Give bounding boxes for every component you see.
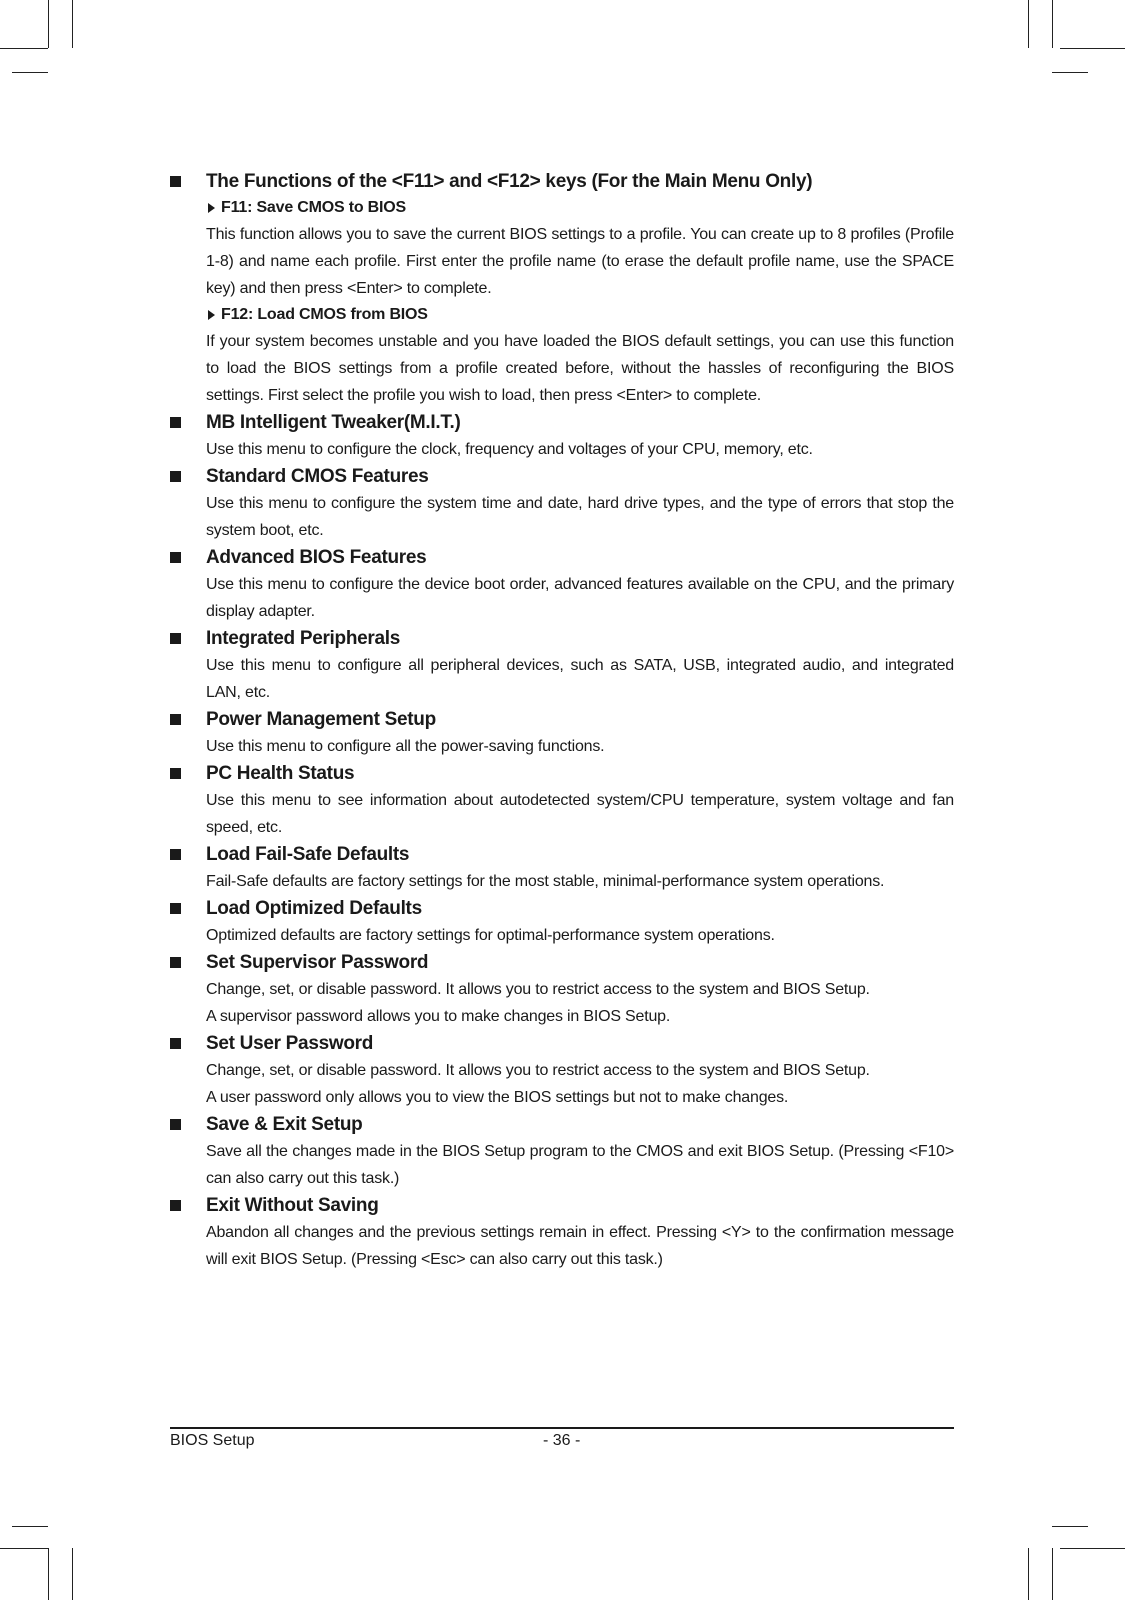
- section-save-exit: [170, 1111, 954, 1192]
- section-description: Abandon all changes and the previous settings remain in effect. Pressing <Y> to the confirmation message will exit BIOS Setup. (Pressing <Esc> can also carry out this task.): [206, 1224, 954, 1268]
- crop-mark: [0, 1548, 48, 1549]
- section-title: MB Intelligent Tweaker(M.I.T.): [206, 412, 461, 433]
- section-title: Integrated Peripherals: [206, 628, 401, 649]
- section-integrated-peripherals: [170, 625, 954, 706]
- crop-mark: [72, 1548, 73, 1600]
- crop-mark: [1052, 1526, 1088, 1527]
- section-mit: [170, 409, 954, 463]
- crop-mark: [1052, 72, 1088, 73]
- subsection-title-f11: [206, 195, 954, 221]
- section-pc-health: [170, 760, 954, 841]
- square-bullet-icon: [170, 1200, 181, 1211]
- crop-mark: [1028, 1548, 1029, 1600]
- section-title: Save & Exit Setup: [206, 1114, 363, 1135]
- section-function-keys: [170, 168, 954, 409]
- section-power-management: [170, 706, 954, 760]
- section-description: Use this menu to configure the clock, frequency and voltages of your CPU, memory, etc.: [206, 441, 813, 458]
- crop-mark: [1060, 1548, 1125, 1549]
- square-bullet-icon: [170, 471, 181, 482]
- crop-mark: [12, 72, 48, 73]
- section-fail-safe: [170, 841, 954, 895]
- subsection-title-text: F12: Load CMOS from BIOS: [221, 306, 428, 323]
- section-exit-without-saving: [170, 1192, 954, 1273]
- square-bullet-icon: [170, 849, 181, 860]
- section-title: Load Fail-Safe Defaults: [206, 844, 410, 865]
- section-description-note: A supervisor password allows you to make changes in BIOS Setup.: [206, 1008, 671, 1025]
- crop-mark: [48, 0, 49, 48]
- section-description: Fail-Safe defaults are factory settings for the most stable, minimal-performance system operations.: [206, 873, 885, 890]
- triangle-right-icon: [208, 310, 215, 320]
- crop-mark: [1052, 0, 1053, 48]
- crop-mark: [48, 1548, 49, 1600]
- section-description: Use this menu to see information about autodetected system/CPU temperature, system voltage and fan speed, etc.: [206, 792, 954, 836]
- square-bullet-icon: [170, 768, 181, 779]
- triangle-right-icon: [208, 203, 215, 213]
- crop-mark: [1060, 48, 1125, 49]
- square-bullet-icon: [170, 1119, 181, 1130]
- section-optimized: [170, 895, 954, 949]
- square-bullet-icon: [170, 552, 181, 563]
- footer-divider: [170, 1427, 954, 1429]
- page-number: - 36 -: [543, 1432, 581, 1449]
- section-title: Set User Password: [206, 1033, 374, 1054]
- section-title: Load Optimized Defaults: [206, 898, 422, 919]
- section-description: Optimized defaults are factory settings for optimal-performance system operations.: [206, 927, 775, 944]
- crop-mark: [0, 48, 48, 49]
- section-title: Power Management Setup: [206, 709, 436, 730]
- section-description: Use this menu to configure the device boot order, advanced features available on the CPU, and the primary display adapter.: [206, 576, 954, 620]
- section-title: Set Supervisor Password: [206, 952, 429, 973]
- footer-section-label: BIOS Setup: [170, 1432, 255, 1449]
- section-supervisor-password: [170, 949, 954, 1030]
- section-description: If your system becomes unstable and you have loaded the BIOS default settings, you can use this function to load the BIOS settings from a profile created before, without the hassles of reconfiguring the BIOS settings. First select the profile you wish to load, then press <Enter> to complete.: [206, 333, 954, 404]
- section-title: The Functions of the <F11> and <F12> keys (For the Main Menu Only): [206, 171, 813, 192]
- page-content: [170, 168, 954, 1273]
- section-user-password: [170, 1030, 954, 1111]
- section-title: PC Health Status: [206, 763, 355, 784]
- square-bullet-icon: [170, 1038, 181, 1049]
- section-title: Exit Without Saving: [206, 1195, 379, 1216]
- section-title: Standard CMOS Features: [206, 466, 429, 487]
- section-description: Change, set, or disable password. It allows you to restrict access to the system and BIOS Setup.: [206, 1062, 870, 1079]
- square-bullet-icon: [170, 417, 181, 428]
- section-description: Save all the changes made in the BIOS Setup program to the CMOS and exit BIOS Setup. (Pressing <F10> can also carry out this task.): [206, 1143, 954, 1187]
- square-bullet-icon: [170, 176, 181, 187]
- section-description: Use this menu to configure all peripheral devices, such as SATA, USB, integrated audio, and integrated LAN, etc.: [206, 657, 954, 701]
- section-description-note: A user password only allows you to view the BIOS settings but not to make changes.: [206, 1089, 789, 1106]
- square-bullet-icon: [170, 957, 181, 968]
- crop-mark: [1028, 0, 1029, 48]
- section-description: Use this menu to configure the system time and date, hard drive types, and the type of errors that stop the system boot, etc.: [206, 495, 954, 539]
- square-bullet-icon: [170, 714, 181, 725]
- section-advanced-bios: [170, 544, 954, 625]
- section-description: This function allows you to save the current BIOS settings to a profile. You can create up to 8 profiles (Profile 1-8) and name each profile. First enter the profile name (to erase the default profile name, use the SPACE key) and then press <Enter> to complete.: [206, 226, 954, 297]
- subsection-title-text: F11: Save CMOS to BIOS: [221, 199, 406, 216]
- section-description: Use this menu to configure all the power-saving functions.: [206, 738, 605, 755]
- crop-mark: [12, 1526, 48, 1527]
- square-bullet-icon: [170, 633, 181, 644]
- section-standard-cmos: [170, 463, 954, 544]
- crop-mark: [72, 0, 73, 48]
- section-description: Change, set, or disable password. It allows you to restrict access to the system and BIOS Setup.: [206, 981, 870, 998]
- square-bullet-icon: [170, 903, 181, 914]
- crop-mark: [1052, 1548, 1053, 1600]
- section-title: Advanced BIOS Features: [206, 547, 427, 568]
- subsection-title-f12: [206, 302, 954, 328]
